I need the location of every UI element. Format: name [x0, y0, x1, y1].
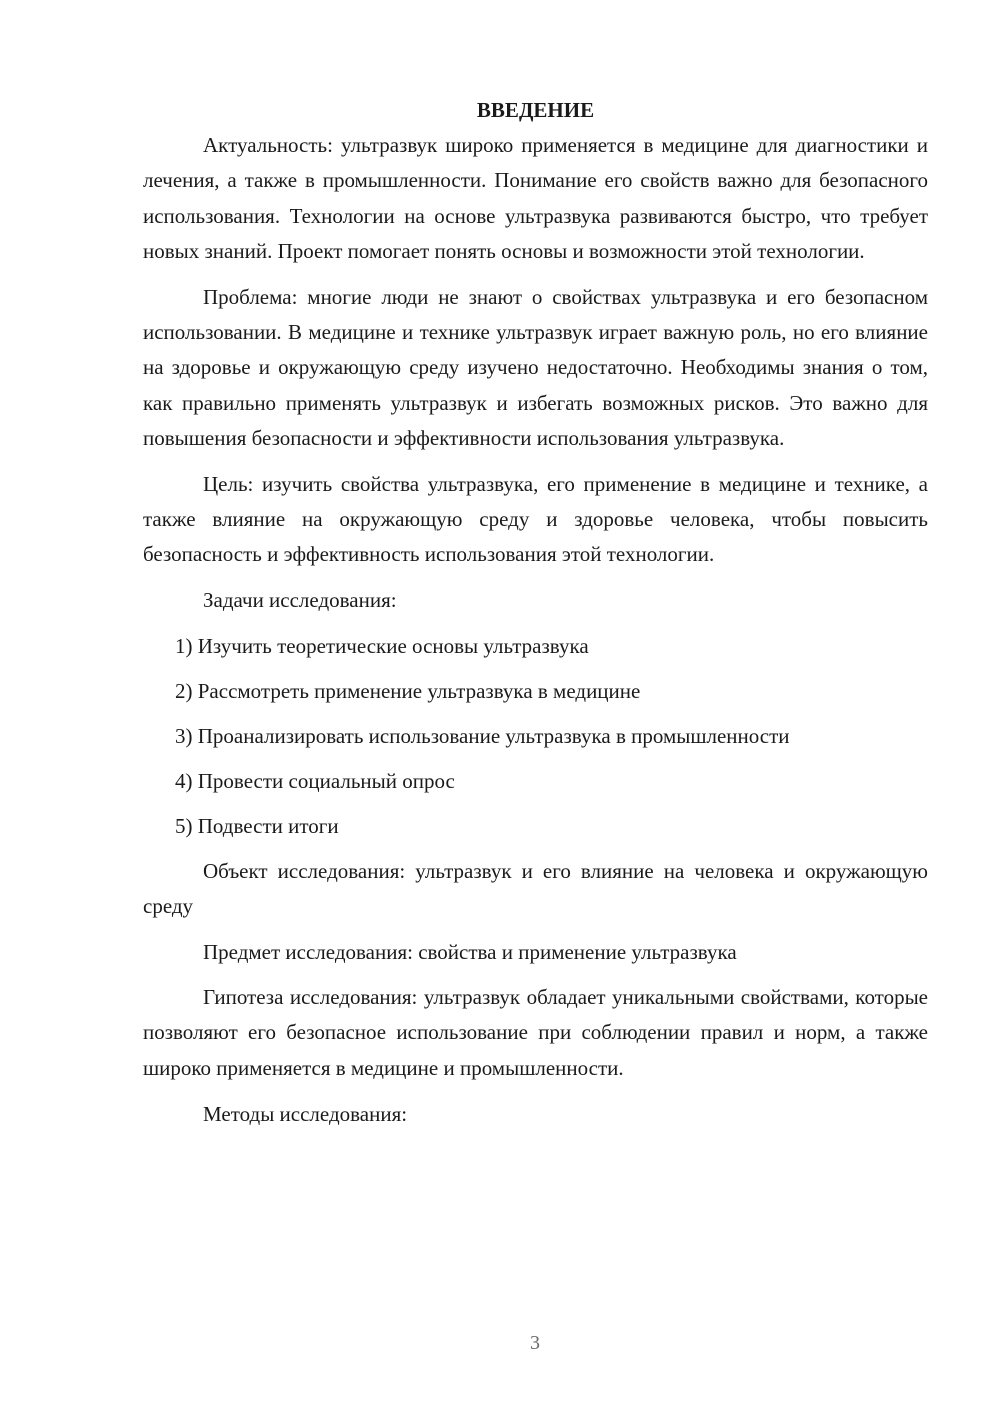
task-item: 5) Подвести итоги [175, 813, 339, 838]
page-number: 3 [530, 1332, 540, 1354]
problem-paragraph: Проблема: многие люди не знают о свойствах ультразвука и его безопасном использовании. В медицине и технике ультразвук играет важную роль, но его влияние на здоровье и окружающую среду изучено недостаточно. Необходимы знания о том, как правильно применять ультразвук и избегать возможных рисков. Это важно для повышения безопасности и эффективности использования ультразвука. [143, 284, 928, 450]
page-content [143, 93, 928, 1142]
goal-paragraph: Цель: изучить свойства ультразвука, его применение в медицине и технике, а также влияние на окружающую среду и здоровье человека, чтобы повысить безопасность и эффективность использования этой технологии. [143, 471, 928, 567]
hypothesis-paragraph: Гипотеза исследования: ультразвук обладает уникальными свойствами, которые позволяют его безопасное использование при соблюдении правил и норм, а также широко применяется в медицине и промышленности. [143, 985, 928, 1080]
subject-paragraph: Предмет исследования: свойства и применение ультразвука [203, 939, 737, 964]
methods-heading: Методы исследования: [203, 1101, 408, 1126]
task-item: 2) Рассмотреть применение ультразвука в медицине [175, 678, 641, 703]
tasks-heading: Задачи исследования: [203, 588, 397, 613]
page-title: ВВЕДЕНИЕ [476, 98, 595, 122]
object-paragraph: Объект исследования: ультразвук и его влияние на человека и окружающую среду [143, 858, 928, 918]
task-item: 3) Проанализировать использование ультразвука в промышленности [175, 723, 790, 748]
task-item: 1) Изучить теоретические основы ультразвука [175, 633, 589, 658]
task-item: 4) Провести социальный опрос [175, 768, 455, 793]
tasks-list [143, 629, 928, 844]
relevance-paragraph: Актуальность: ультразвук широко применяется в медицине для диагностики и лечения, а также в промышленности. Понимание его свойств важно для безопасного использования. Технологии на основе ультразвука развиваются быстро, что требует новых знаний. Проект помогает понять основы и возможности этой технологии. [143, 133, 928, 263]
